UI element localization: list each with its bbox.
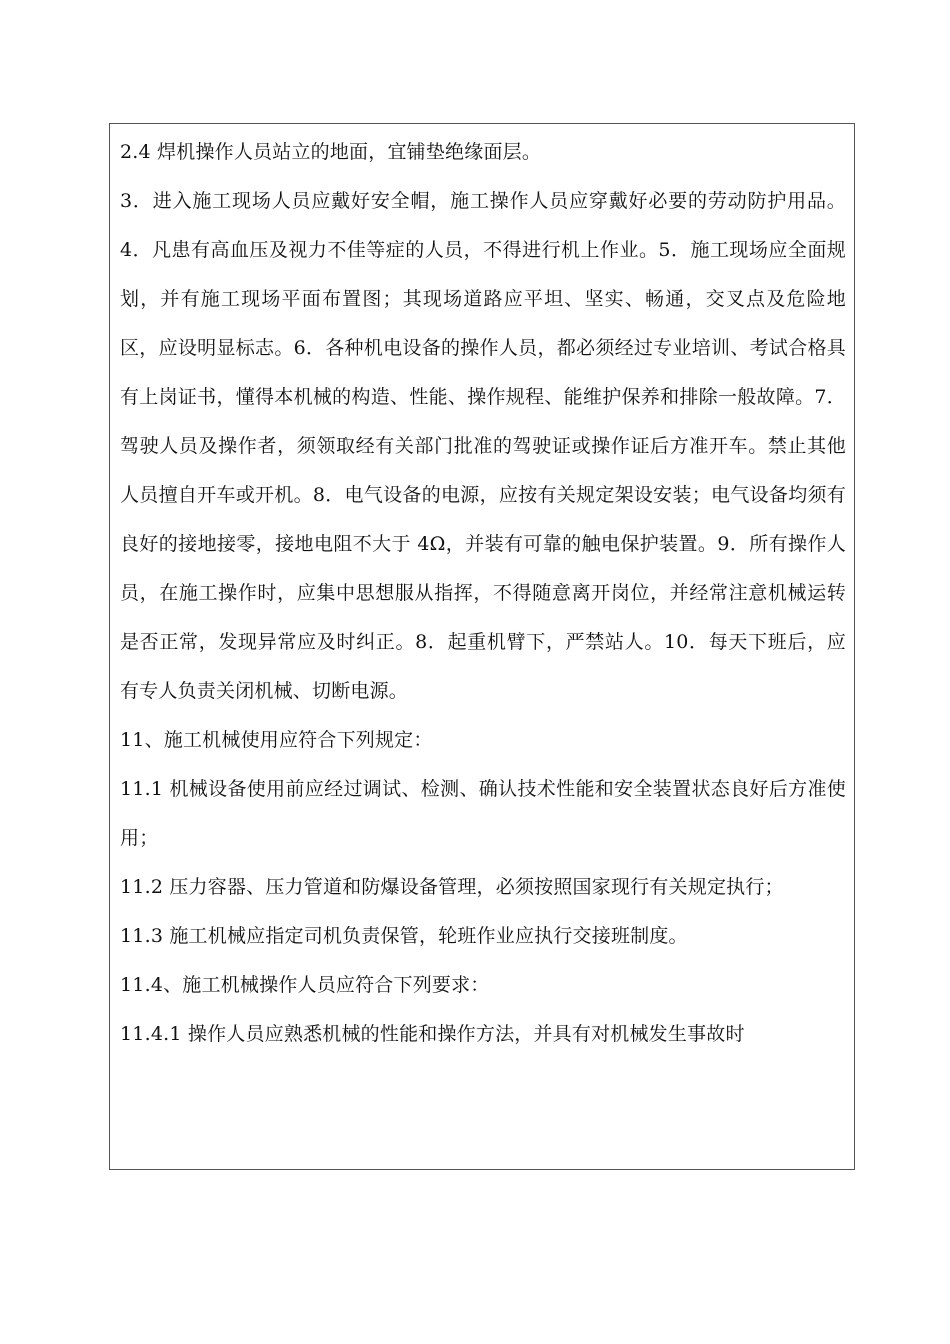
- document-frame: [109, 123, 855, 1170]
- paragraph-safety-rules: 3．进入施工现场人员应戴好安全帽，施工操作人员应穿戴好必要的劳动防护用品。4．凡患有高血压及视力不佳等症的人员，不得进行机上作业。5．施工现场应全面规划，并有施工现场平面布置图；其现场道路应平坦、坚实、畅通，交叉点及危险地区，应设明显标志。6．各种机电设备的操作人员，都必须经过专业培训、考试合格具有上岗证书，懂得本机械的构造、性能、操作规程、能维护保养和排除一般故障。7．驾驶人员及操作者，须领取经有关部门批准的驾驶证或操作证后方准开车。禁止其他人员擅自开车或开机。8．电气设备的电源，应按有关规定架设安装；电气设备均须有良好的接地接零，接地电阻不大于 4Ω，并装有可靠的触电保护装置。9．所有操作人员，在施工操作时，应集中思想服从指挥，不得随意离开岗位，并经常注意机械运转是否正常，发现异常应及时纠正。8．起重机臂下，严禁站人。10．每天下班后，应有专人负责关闭机械、切断电源。: [120, 190, 846, 702]
- paragraph-welding-floor: 2.4 焊机操作人员站立的地面，宜铺垫绝缘面层。: [120, 141, 542, 163]
- paragraph-11-1: 11.1 机械设备使用前应经过调试、检测、确认技术性能和安全装置状态良好后方准使用；: [120, 778, 846, 849]
- paragraph-11-2: 11.2 压力容器、压力管道和防爆设备管理，必须按照国家现行有关规定执行；: [120, 876, 784, 898]
- paragraph-11-3: 11.3 施工机械应指定司机负责保管，轮班作业应执行交接班制度。: [120, 925, 688, 947]
- paragraph-machinery-heading: 11、施工机械使用应符合下列规定：: [120, 729, 433, 751]
- paragraph-11-4: 11.4、施工机械操作人员应符合下列要求：: [120, 974, 490, 996]
- paragraph-11-4-1: 11.4.1 操作人员应熟悉机械的性能和操作方法，并具有对机械发生事故时: [120, 1023, 745, 1045]
